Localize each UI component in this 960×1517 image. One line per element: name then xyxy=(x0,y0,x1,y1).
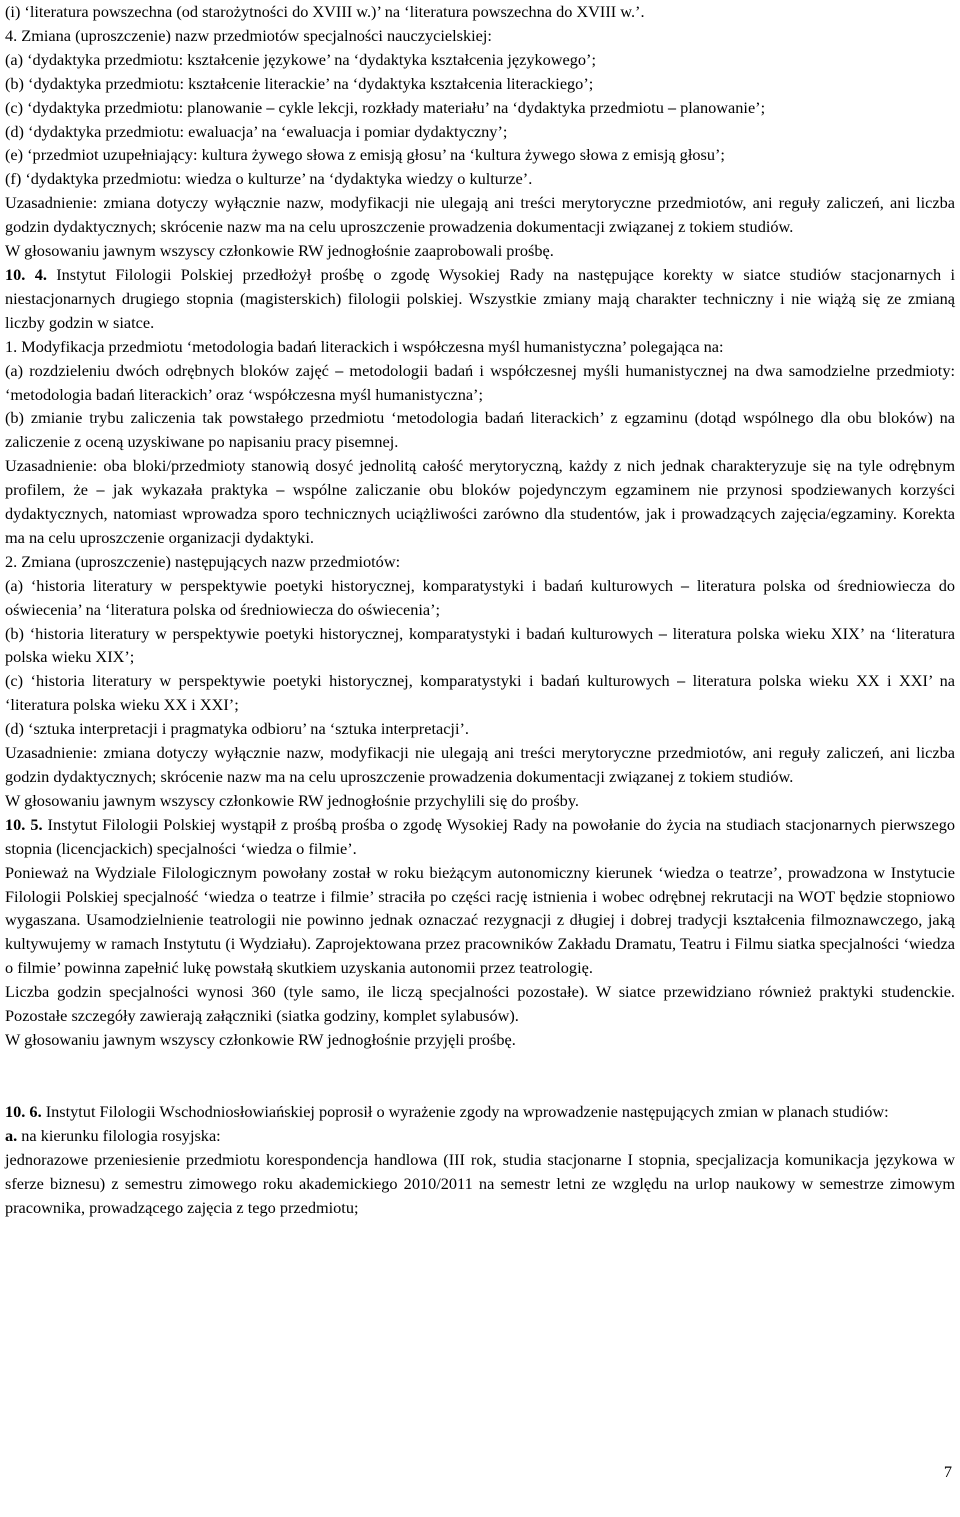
item-4i-line: (i) ‘literatura powszechna (od starożytności do XVIII w.)’ na ‘literatura powszechna do XVIII w.’. xyxy=(5,2,645,21)
item-4d: (d) ‘dydaktyka przedmiotu: ewaluacja’ na ‘ewaluacja i pomiar dydaktyczny’; xyxy=(5,121,508,141)
justification-paragraph: Uzasadnienie: oba bloki/przedmioty stanowią dosyć jednolitą całość merytoryczną, każdy z nich jednak charakteryzuje się na tyle odrębnym profilem, że ⎯ jak wykazała praktyka ⎯ wspólne zaliczanie obu bloków pojedynczym egzaminem nie przynosi spodziewanych korzyści dydaktycznych, natomiast wprowadza sporo technicznych uciążliwości zarówno dla studentów, jak i prowadzących zajęcia/egzaminy. Korekta ma na celu uproszczenie organizacji dydaktyki. xyxy=(5,456,955,547)
spacer xyxy=(5,1052,955,1100)
section-body: jednorazowe przeniesienie przedmiotu korespondencja handlowa (III rok, studia stacjonarne I stopnia, specjalizacja komunikacja językowa w sferze biznesu) z semestru zimowego roku akademickiego 2010/2011 na semestr letni ze względu na urlop naukowy w semestrze zimowym pracownika, prowadzącego zajęcia z tego przedmiotu; xyxy=(5,1149,955,1217)
justification-paragraph: Uzasadnienie: zmiana dotyczy wyłącznie nazw, modyfikacji nie ulegają ani treści merytoryczne przedmiotów, ani reguły zaliczeń, ani liczba godzin dydaktycznych; skrócenie nazw ma na celu uproszczenie prowadzenia dokumentacji związanej z tokiem studiów. xyxy=(5,743,955,786)
subsection-label: a. xyxy=(5,1125,18,1145)
justification-paragraph: Uzasadnienie: zmiana dotyczy wyłącznie nazw, modyfikacji nie ulegają ani treści merytoryczne przedmiotów, ani reguły zaliczeń, ani liczba godzin dydaktycznych; skrócenie nazw ma na celu uproszczenie prowadzenia dokumentacji związanej z tokiem studiów. xyxy=(5,193,955,237)
vote-result: W głosowaniu jawnym wszyscy członkowie RW jednogłośnie zaaprobowali prośbę. xyxy=(5,241,554,261)
subsection-text: na kierunku filologia rosyjska: xyxy=(17,1125,221,1145)
section-10-4 xyxy=(5,263,955,335)
change-2b: (b) ‘historia literatury w perspektywie poetyki historycznej, komparatystyki i badań kulturowych ⎯ literatura polska wieku XIX’ na ‘literatura polska wieku XIX’; xyxy=(5,623,955,667)
section-intro: Instytut Filologii Polskiej wystąpił z prośbą prośba o zgodę Wysokiej Rady na powołanie do życia na studiach stacjonarnych pierwszego stopnia (licencjackich) specjalności ‘wiedza o filmie’. xyxy=(5,814,956,858)
modification-1b: (b) zmianie trybu zaliczenia tak powstałego przedmiotu ‘metodologia badań literackich’ z egzaminu (dotąd wspólnego dla obu bloków) na zaliczenie z oceną uzyskiwane po napisaniu pracy pisemnej. xyxy=(5,408,955,452)
modification-1: 1. Modyfikacja przedmiotu ‘metodologia badań literackich i współczesna myśl humanistyczna’ polegająca na: xyxy=(5,336,724,356)
modification-1a: (a) rozdzieleniu dwóch odrębnych bloków zajęć ⎯ metodologii badań i współczesnej myśli humanistycznej na dwa samodzielne przedmioty: ‘metodologia badań literackich’ oraz ‘współczesna myśl humanistyczna’; xyxy=(5,360,955,404)
vote-result: W głosowaniu jawnym wszyscy członkowie RW jednogłośnie przychylili się do prośby. xyxy=(5,790,579,810)
section-intro: Instytut Filologii Wschodniosłowiańskiej poprosił o wyrażenie zgody na wprowadzenie następujących zmian w planach studiów: xyxy=(41,1101,889,1121)
item-4e: (e) ‘przedmiot uzupełniający: kultura żywego słowa z emisją głosu’ na ‘kultura żywego słowa z emisją głosu’; xyxy=(5,145,725,165)
vote-result: W głosowaniu jawnym wszyscy członkowie RW jednogłośnie przyjęli prośbę. xyxy=(5,1029,516,1049)
section-number: 10. 4. xyxy=(5,264,47,284)
document-page xyxy=(5,0,955,1219)
section-number: 10. 6. xyxy=(5,1101,42,1121)
change-2c: (c) ‘historia literatury w perspektywie poetyki historycznej, komparatystyki i badań kulturowych ⎯ literatura polska wieku XX i XXI’ na ‘literatura polska wieku XX i XXI’; xyxy=(5,671,955,715)
section-number: 10. 5. xyxy=(5,814,43,834)
subsection-a xyxy=(5,1124,955,1148)
section-body: Ponieważ na Wydziale Filologicznym powołany został w roku bieżącym autonomiczny kierunek ‘wiedza o teatrze’, prowadzona w Instytucie Filologii Polskiej specjalność ‘wiedza o teatrze i filmie’ straciła po części rację istnienia i wobec odrębnej rekrutacji na WOT będzie stopniowo wygaszana. Usamodzielnienie teatrologii nie powinno jednak oznaczać rezygnacji z długiej i dobrej tradycji kształcenia filmoznawczego, jaką kultywujemy w ramach Instytutu (i Wydziału). Zaprojektowana przez pracowników Zakładu Dramatu, Teatru i Filmu siatka specjalności ‘wiedza o filmie’ powinna zapełnić lukę powstałą skutkiem uzyskania autonomii przez teatrologię. xyxy=(5,862,955,978)
page-number: 7 xyxy=(943,1462,952,1481)
item-4-heading: 4. Zmiana (uproszczenie) nazw przedmiotów specjalności nauczycielskiej: xyxy=(5,25,492,45)
change-2-heading: 2. Zmiana (uproszczenie) następujących nazw przedmiotów: xyxy=(5,551,401,571)
hours-paragraph: Liczba godzin specjalności wynosi 360 (tyle samo, ile liczą specjalności pozostałe). W siatce przewidziano również praktyki studenckie. Pozostałe szczegóły zawierają załączniki (siatka godziny, komplet sylabusów). xyxy=(5,982,955,1026)
item-4c: (c) ‘dydaktyka przedmiotu: planowanie ⎯ cykle lekcji, rozkłady materiału’ na ‘dydaktyka przedmiotu ⎯ planowanie’; xyxy=(5,97,766,117)
item-4f: (f) ‘dydaktyka przedmiotu: wiedza o kulturze’ na ‘dydaktyka wiedzy o kulturze’. xyxy=(5,169,533,189)
section-intro: Instytut Filologii Polskiej przedłożył prośbę o zgodę Wysokiej Rady na następujące korekty w siatce studiów stacjonarnych i niestacjonarnych drugiego stopnia (magisterskich) filologii polskiej. Wszystkie zmiany mają charakter techniczny i nie wiążą się ze zmianą liczby godzin w siatce. xyxy=(5,264,955,332)
section-10-6 xyxy=(5,1100,955,1124)
change-2d: (d) ‘sztuka interpretacji i pragmatyka odbioru’ na ‘sztuka interpretacji’. xyxy=(5,719,469,739)
item-4a: (a) ‘dydaktyka przedmiotu: kształcenie językowe’ na ‘dydaktyka kształcenia językowego’; xyxy=(5,49,596,69)
change-2a: (a) ‘historia literatury w perspektywie poetyki historycznej, komparatystyki i badań kulturowych ⎯ literatura polska od średniowiecza do oświecenia’ na ‘literatura polska od średniowiecza do oświecenia’; xyxy=(5,575,955,619)
item-4b: (b) ‘dydaktyka przedmiotu: kształcenie literackie’ na ‘dydaktyka kształcenia literackiego’; xyxy=(5,73,594,93)
section-10-5 xyxy=(5,813,955,861)
